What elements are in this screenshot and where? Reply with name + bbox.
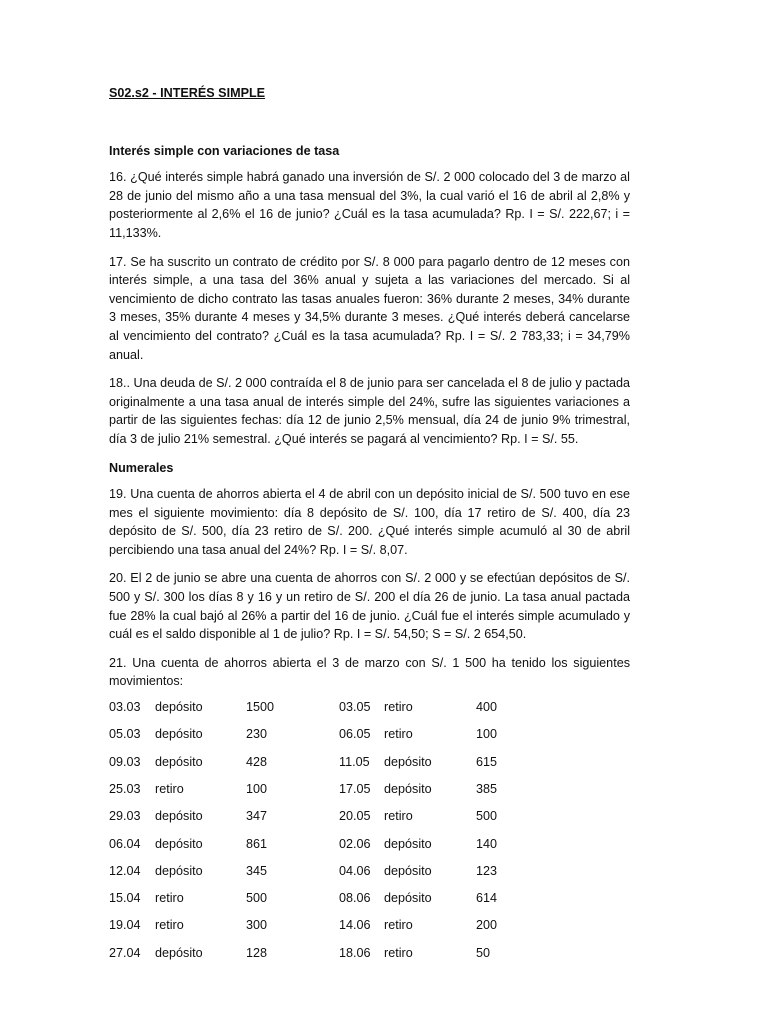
movement-date-cell: 17.05 — [339, 781, 371, 796]
movement-type-cell: retiro — [384, 945, 413, 960]
movement-amount-cell: 50 — [476, 945, 491, 960]
problem-16: 16. ¿Qué interés simple habrá ganado una inversión de S/. 2 000 colocado del 3 de marzo al 28 de junio del mismo año a una tasa mensual del 3%, la cual varió el 16 de abril al 2,8% y posteriormente al 2,6% el 16 de junio? ¿Cuál es la tasa acumulada? Rp. I = S/. 222,67; i = 11,133%. — [109, 170, 630, 240]
movement-type-cell: depósito — [155, 727, 203, 742]
movement-amount-cell: 128 — [246, 945, 268, 960]
document-title: S02.s2 - INTERÉS SIMPLE — [109, 86, 266, 100]
movement-amount-cell: 100 — [476, 727, 498, 742]
movement-date-cell: 04.06 — [339, 863, 371, 878]
movement-type-cell: depósito — [384, 891, 432, 906]
movement-type-cell: retiro — [155, 918, 184, 933]
movement-amount-cell: 428 — [246, 754, 268, 769]
problem-18: 18.. Una deuda de S/. 2 000 contraída el 8 de junio para ser cancelada el 8 de julio y pactada originalmente a una tasa anual de interés simple del 24%, sufre las siguientes variaciones a partir de las siguientes fechas: día 12 de junio 2,5% mensual, día 24 de junio 9% trimestral, día 3 de julio 21% semestral. ¿Qué interés se pagará al vencimiento? Rp. I = S/. 55. — [109, 376, 630, 446]
movement-amount-cell: 347 — [246, 809, 268, 824]
movement-amount-cell: 400 — [476, 700, 498, 715]
movement-date-cell: 05.03 — [109, 727, 141, 742]
movement-type-cell: depósito — [155, 945, 203, 960]
movement-date-cell: 03.03 — [109, 700, 141, 715]
movement-type-cell: depósito — [384, 781, 432, 796]
movement-amount-cell: 230 — [246, 727, 268, 742]
table-row — [109, 944, 536, 971]
problem-20: 20. El 2 de junio se abre una cuenta de ahorros con S/. 2 000 y se efectúan depósitos de S/. 500 y S/. 300 los días 8 y 16 y un retiro de S/. 200 el día 26 de junio. La tasa anual pactada fue 28% la cual bajó al 26% a partir del 16 de junio. ¿Cuál fue el interés simple acumulado y cuál es el saldo disponible al 1 de julio? Rp. I = S/. 54,50; S = S/. 2 654,50. — [109, 571, 630, 642]
movement-type-cell: depósito — [155, 863, 203, 878]
movement-amount-cell: 300 — [246, 918, 268, 933]
document-content — [109, 84, 630, 971]
table-row — [109, 753, 536, 780]
movement-type-cell: depósito — [155, 836, 203, 851]
table-row — [109, 889, 536, 916]
movement-date-cell: 20.05 — [339, 809, 371, 824]
movement-amount-cell: 100 — [246, 781, 268, 796]
movement-amount-cell: 614 — [476, 891, 498, 906]
movement-type-cell: retiro — [155, 781, 184, 796]
table-row — [109, 780, 536, 807]
section-heading: Numerales — [109, 460, 174, 475]
movements-table — [109, 698, 536, 971]
movement-amount-cell: 500 — [246, 891, 268, 906]
movement-amount-cell: 500 — [476, 809, 498, 824]
movement-amount-cell: 861 — [246, 836, 268, 851]
problem-19: 19. Una cuenta de ahorros abierta el 4 de abril con un depósito inicial de S/. 500 tuvo en ese mes el siguiente movimiento: día 8 depósito de S/. 100, día 17 retiro de S/. 400, día 23 depósito de S/. 500, día 23 retiro de S/. 200. ¿Qué interés simple acumuló al 30 de abril percibiendo una tasa anual del 24%? Rp. I = S/. 8,07. — [109, 487, 630, 557]
movement-date-cell: 03.05 — [339, 700, 371, 715]
movement-date-cell: 29.03 — [109, 809, 141, 824]
table-row — [109, 916, 536, 943]
movement-date-cell: 11.05 — [339, 754, 370, 769]
movement-type-cell: retiro — [384, 700, 413, 715]
movement-date-cell: 19.04 — [109, 918, 141, 933]
table-row — [109, 698, 536, 725]
movement-date-cell: 15.04 — [109, 891, 141, 906]
movement-type-cell: retiro — [384, 727, 413, 742]
movement-type-cell: retiro — [155, 891, 184, 906]
movement-date-cell: 02.06 — [339, 836, 371, 851]
movement-type-cell: retiro — [384, 918, 413, 933]
movement-amount-cell: 345 — [246, 863, 268, 878]
movement-type-cell: depósito — [384, 836, 432, 851]
table-row — [109, 807, 536, 834]
movement-amount-cell: 615 — [476, 754, 498, 769]
movement-type-cell: depósito — [155, 700, 203, 715]
movement-amount-cell: 385 — [476, 781, 498, 796]
movement-date-cell: 09.03 — [109, 754, 141, 769]
movement-type-cell: depósito — [155, 809, 203, 824]
problem-17: 17. Se ha suscrito un contrato de crédito por S/. 8 000 para pagarlo dentro de 12 meses con interés simple, a una tasa del 36% anual y sujeta a las variaciones del mercado. Si al vencimiento de dicho contrato las tasas anuales fueron: 36% durante 2 meses, 34% durante 3 meses, 35% durante 4 meses y 34,5% durante 3 meses. ¿Qué interés deberá cancelarse al vencimiento del contrato? ¿Cuál es la tasa acumulada? Rp. I = S/. 2 783,33; i = 34,79% anual. — [109, 254, 630, 362]
movement-date-cell: 12.04 — [109, 863, 141, 878]
movement-amount-cell: 123 — [476, 863, 498, 878]
movement-type-cell: depósito — [384, 754, 432, 769]
movement-date-cell: 06.05 — [339, 727, 371, 742]
movement-amount-cell: 140 — [476, 836, 498, 851]
movement-date-cell: 27.04 — [109, 945, 141, 960]
movement-type-cell: depósito — [155, 754, 203, 769]
movement-date-cell: 18.06 — [339, 945, 371, 960]
table-row — [109, 835, 536, 862]
movement-date-cell: 08.06 — [339, 891, 371, 906]
movement-type-cell: depósito — [384, 863, 432, 878]
section-heading: Interés simple con variaciones de tasa — [109, 143, 340, 158]
movement-amount-cell: 1500 — [246, 700, 275, 715]
movement-date-cell: 25.03 — [109, 781, 141, 796]
movement-amount-cell: 200 — [476, 918, 498, 933]
movement-type-cell: retiro — [384, 809, 413, 824]
table-row — [109, 725, 536, 752]
table-row — [109, 862, 536, 889]
movement-date-cell: 06.04 — [109, 836, 141, 851]
movement-date-cell: 14.06 — [339, 918, 371, 933]
problem-21: 21. Una cuenta de ahorros abierta el 3 de marzo con S/. 1 500 ha tenido los siguientes movimientos: — [109, 655, 630, 689]
